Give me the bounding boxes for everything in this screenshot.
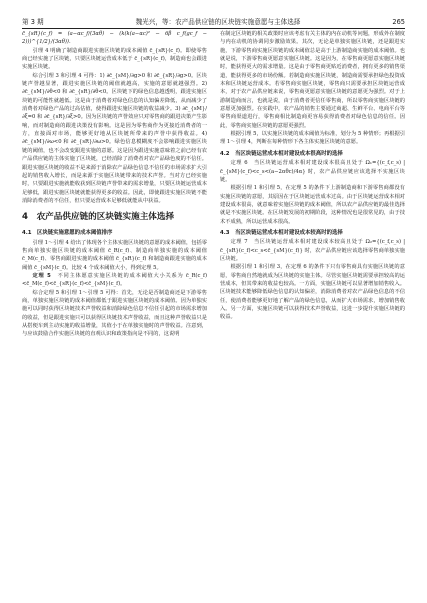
page-number: 265 bbox=[392, 18, 405, 26]
theorem-5-text: 不同主体愿意实施区块链的成本阈值大小关系为 c̄_R(c_f)<c̄_M(c_f)<c̄_{sR}(c_f)<c̄_{sM}(c_f)。 bbox=[22, 272, 208, 288]
theorem-7: 定理 7 当区块链运营成本相对建设成本较高且处于 Ω₂={(c_f,c_s) | c̄_{sR}(c_f)<c_s<c̄_{sM}(c_f)} 时，农产品供应链应该选择零售商单独实施区块链。 bbox=[220, 239, 405, 262]
equation-csr: c̄_{sR}(c_f) = (a−αc_f/(3αθ) − (k(k(a−αc)² − 6β c_f(gc_f − 2)))^{1/2}/(3αθ)). bbox=[22, 31, 207, 46]
paragraph-five-cases: 根据引理 5，以实施区块链的成本阈值为标准，划分为 5 种情形；再根据引理 1～引理 4，判断在每种情形下各主体实施区块链的意愿。 bbox=[220, 131, 405, 146]
running-header bbox=[22, 14, 405, 26]
paragraph-lemma4: 引理 4 明确了制造商跟进实施区块链的成本阈值 c̄_{sR}(c_f)。即使零售商已经实施了区块链，只要区块链运营成本低于 c̄_{sR}(c_f)，制造商也会跟进实施区块链。 bbox=[22, 47, 207, 71]
left-column bbox=[22, 30, 207, 339]
paragraph-comparative-statics: 综合引理 3 和引理 4 可得：1) ∂c̄_{sM}/∂g>0 和 ∂c̄_{sR}/∂g>0。区块链声誉越显著，跟进实施区块链的阈值就越高，实施的意愿就越强烈。2) ∂c̄_{sM}/∂θ<0 和 ∂c̄_{sR}/∂θ<0。区块链下的绿色信息越透明，跟进实施区块链的可能性就越低。这是由于消费者对绿色信息的认知偏差降低，从而减少了消费者对绿色产品的过高估值，使得跟进实施区块链的收益减少。3) ∂c̄_{sM}/∂ξ=0 和 ∂c̄_{sR}/∂ξ>0。因为区块链的声誉效应只对零售商的跟进决策产生影响，而对制造商的跟进决策没有影响。这是因为零售商作为更接近消费者的一方，直接面对市场，能够更好地从区块链所带来的声誉中获得收益。4) ∂c̄_{sM}/∂ω<0 和 ∂c̄_{sR}/∂ω>0。绿色信息模糊度不会影响跟进实施区块链的阈值，也不会改变跟进实施的意愿。这是因为跟进实施意味着之前已经有农产品供应链的主体实施了区块链，已经消除了消费者对农产品绿色度的不信任。跟进实施区块链的收益不是来源于消除农产品绿色信息不信任的市场需求扩大引起的销售收入增长，而是来源于实施区块链带来的技术声誉。当对方已经实施时，只要跟进实施就能收获到区块链声誉带来的需求增量，只要区块链运营成本足够低，跟进实施区块链就能获得更多的收益。因此，即使跟进实施区块链不能消除消费者的不信任，但只要运营成本足够低就能从中获益。 bbox=[22, 72, 207, 204]
subsection-4-2-heading: 4.2 当区块链运营成本相对建设成本很高时的选择 bbox=[220, 150, 343, 157]
paragraph-policy-discussion: 在制定区块链的相关政策时应该考虑有关主体的内在动机等问题，形成外在制度与内在动机的协调同步激励效果。其次，无论是单独实施区块链，还是跟进实施，下游零售商实施区块链的成本阈值总是高于上游制造商实施的成本阈值。也就是说，下游零售商更愿意实施区块链。这是因为，在零售商更愿意实施区块链时，能获得更大的需求增量。这是由于零售商更贴近消费者，拥有更多的销售渠道，能获得更多的市场份额。若制造商实施区块链，制造商需要承担绿色投资成本和区块链运营成本。若零售商实施区块链，零售商只需要承担区块链运营成本，对于农产品供应链来说，零售商更愿意实施区块链的意愿更为强烈。对于上游制造商而言，也就是说，由于消费者更信任零售商，所以零售商实施区块链的意愿更加强烈。在实践中，农产品的销售主要通过商超、生鲜平台、电商平台等零售商渠道进行，零售商相比制造商更容易获得消费者对绿色信息的信任。因此，零售商实施区块链的意愿更强烈。 bbox=[220, 31, 405, 129]
subsection-4-1-heading: 4.1 区块链实施意愿的成本阈值排序 bbox=[22, 230, 113, 237]
section-4-heading: 4 农产品供应链的区块链实施主体选择 bbox=[22, 212, 175, 223]
paragraph-theorem7-discussion: 根据引理 1 和引理 3，在定理 6 的条件下只有零售商具有实施区块链的意愿，零售商自然地就成为区块链的实施主体。尽管实施区块链需要承担较高的运营成本，但其带来的收益也较高。一方面，实施区块链可以显著增加销售收入。区块链技术能够降低绿色信息的认知偏差，消除消费者对农产品绿色信息的不信任，使消费者能够更好地了解产品的绿色信息，从而扩大市场需求，增加销售收入。另一方面，实施区块链可以获得技术声誉收益，这进一步提升实施区块链的收益。 bbox=[220, 264, 405, 321]
theorem-5 bbox=[22, 272, 207, 289]
paragraph-theorem5-discussion: 综合定理 5 和引理 1～引理 5 可得：首先，无论是否制造商还是下游零售商，单独实施区块链的成本阈值都低于跟进实施区块链的成本阈值。因为单独实施可以同时获得区块链技术声誉收益和消除绿色信息不信任引起的市场需求增加的收益，但是跟进实施只可以获得区块链技术声誉收益，而且这种声誉收益只是从搭便车到主动实施的收益增量，其值小于在单独实施时的声誉收益。注意到，与应该鼓励合作实施区块链的直观认识和政策指向是不同的，这说明 bbox=[22, 289, 207, 338]
right-column bbox=[220, 30, 405, 322]
subsection-4-3-heading: 4.3 当区块链运营成本相对建设成本较高时的选择 bbox=[220, 229, 343, 236]
theorem-5-label: 定理 5 bbox=[32, 272, 51, 279]
issue-label: 第 3 期 bbox=[22, 18, 44, 26]
theorem-6: 定理 6 当区块链运营成本相对建设成本很高且处于 Ω₁={(c_f,c_s) | c̄_{sM}(c_f)<c_s<(a−2αθc)/4α} 时，农产品供应链应该选择不实施区块链。 bbox=[220, 160, 405, 183]
paragraph-theorem6-discussion: 根据引理 1 和引理 5，在定理 5 的条件下上游制造商和下游零售商都没有实施区块链的意愿，其原因在于区块链运营成本过高。由于区块链运营成本相对建设成本很高，就意味着实施区块链的成本阈值，所以农产品供应链的最佳选择就是不实施区块链。在区块链发展的初期阶段，这种情况也是很常见的，由于技术不成熟，所以运营成本很高。 bbox=[220, 185, 405, 225]
paragraph-thresholds: 引理 1～引理 4 给出了体现各个主体实施区块链的意愿的成本阈值，包括零售商单独实施区块链的成本阈值 c̄_R(c_f)、制造商单独实施的成本阈值 c̄_M(c_f)、零售商跟进实施的成本阈值 c̄_{sR}(c_f) 和制造商跟进实施的成本阈值 c̄_{sM}(c_f)。比较 4 个成本阈值大小，得到定理 5。 bbox=[22, 239, 207, 271]
header-rule bbox=[22, 28, 405, 29]
running-title: 魏光兴，等：农产品供应链的区块链实施意愿与主体选择 bbox=[135, 18, 301, 26]
